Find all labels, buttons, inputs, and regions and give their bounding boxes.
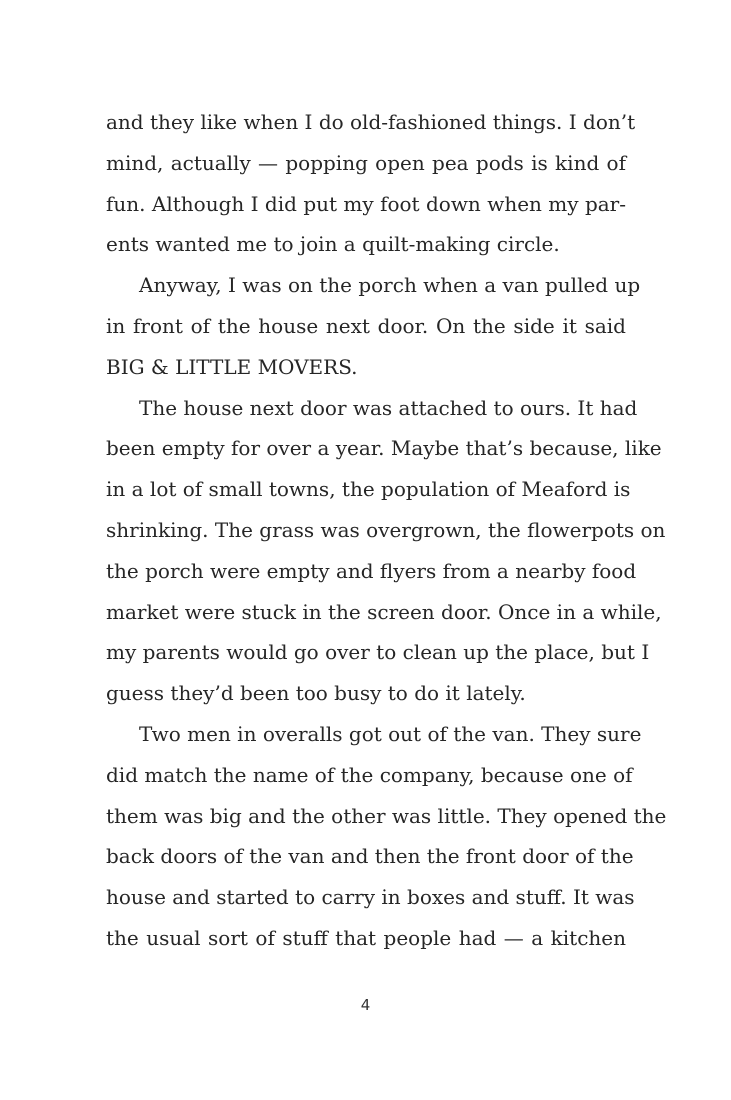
text-line: mind, actually — popping open pea pods is kind of [106, 150, 626, 175]
text-line: Anyway, I was on the porch when a van pulled up [139, 273, 641, 298]
text-line: the porch were empty and flyers from a nearby food [106, 558, 637, 583]
page-number: 4 [360, 996, 371, 1014]
body-text [106, 102, 667, 959]
text-line: shrinking. The grass was overgrown, the flowerpots on [106, 517, 666, 542]
text-line: BIG & LITTLE MOVERS. [106, 354, 358, 379]
text-line: house and started to carry in boxes and stuff. It was [106, 885, 635, 910]
text-line: market were stuck in the screen door. Once in a while, [106, 599, 662, 624]
text-line: guess they’d been too busy to do it lately. [106, 681, 526, 706]
text-line: in front of the house next door. On the side it said [106, 313, 626, 338]
text-line: The house next door was attached to ours. It had [139, 395, 638, 420]
text-line: Two men in overalls got out of the van. They sure [139, 721, 642, 746]
text-line: them was big and the other was little. They opened the [106, 803, 667, 828]
text-line: been empty for over a year. Maybe that’s because, like [106, 436, 662, 461]
text-line: ents wanted me to join a quilt-making circle. [106, 232, 560, 257]
text-line: my parents would go over to clean up the place, but I [106, 640, 650, 665]
text-line: back doors of the van and then the front door of the [106, 844, 634, 869]
text-line: did match the name of the company, because one of [106, 762, 633, 787]
text-line: in a lot of small towns, the population of Meaford is [106, 477, 631, 502]
text-line: and they like when I do old-fashioned things. I don’t [106, 110, 636, 134]
text-line: the usual sort of stuff that people had — a kitchen [106, 925, 626, 950]
text-line: fun. Although I did put my foot down when my par- [106, 191, 626, 216]
